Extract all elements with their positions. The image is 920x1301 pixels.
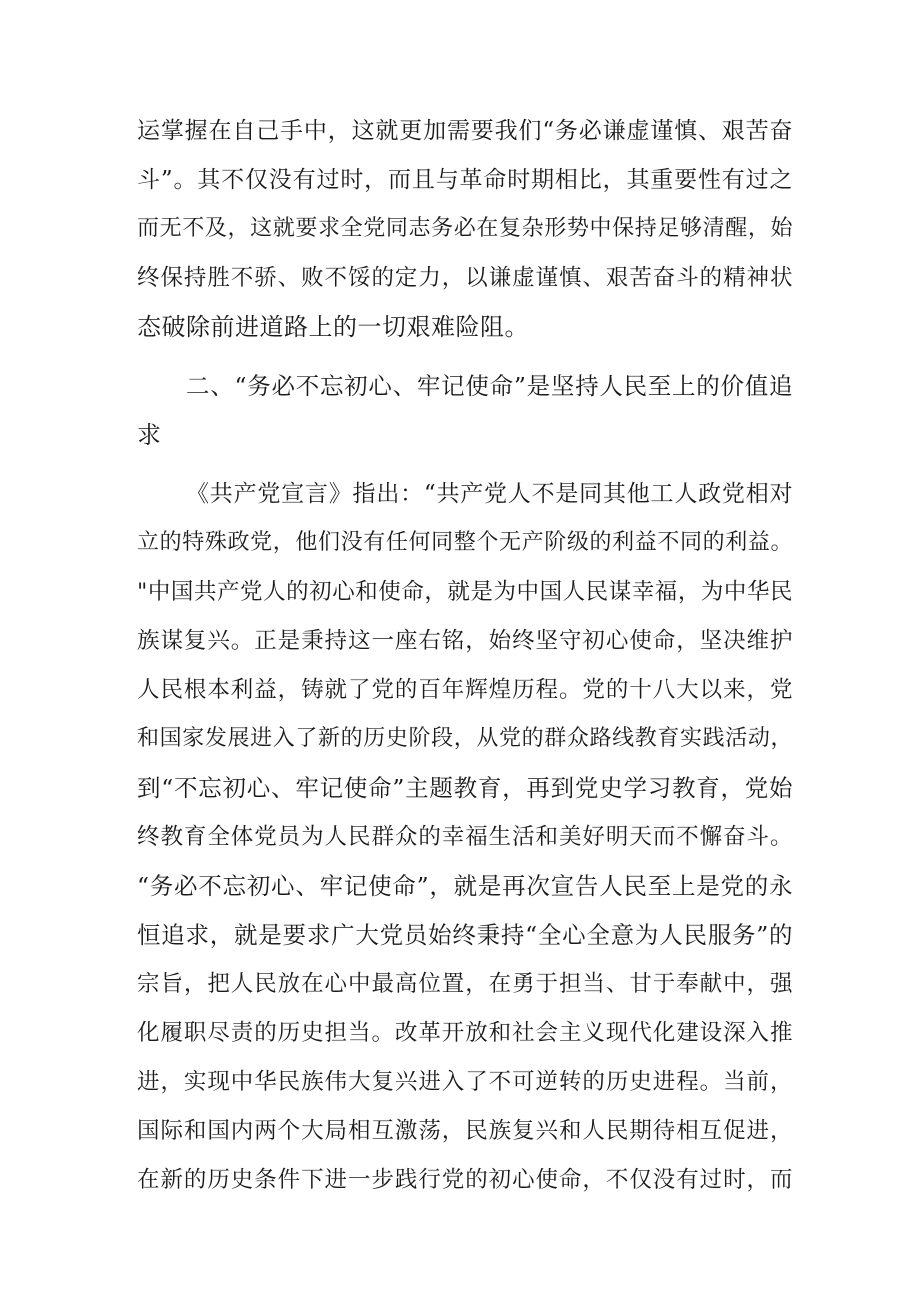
paragraph-line: "中国共产党人的初心和使命，就是为中国人民谋幸福，为中华民 (137, 579, 793, 605)
paragraph-line: 到“不忘初心、牢记使命”主题教育，再到党史学习教育，党始 (137, 774, 793, 802)
paragraph-line: 宗旨，把人民放在心中最高位置，在勇于担当、甘于奉献中，强 (137, 971, 793, 997)
paragraph-line: 而无不及，这就要求全党同志务必在复杂形势中保持足够清醒，始 (137, 216, 793, 241)
paragraph-line: 国际和国内两个大局相互激荡，民族复兴和人民期待相互促进， (137, 1118, 793, 1144)
paragraph-line: 《共产党宣言》指出：“共产党人不是同其他工人政党相对 (186, 481, 793, 507)
paragraph-line: 态破除前进道路上的一切艰难险阻。 (137, 313, 529, 341)
paragraph-line: 在新的历史条件下进一步践行党的初心使命，不仅没有过时，而 (137, 1167, 793, 1193)
paragraph-line: 人民根本利益，铸就了党的百年辉煌历程。党的十八大以来，党 (137, 677, 793, 703)
paragraph-line: 和国家发展进入了新的历史阶段，从党的群众路线教育实践活动， (137, 726, 793, 751)
paragraph-line: “务必不忘初心、牢记使命”，就是再次宣告人民至上是党的永 (137, 872, 793, 900)
section-heading: 二、“务必不忘初心、牢记使命”是坚持人民至上的价值追 (186, 372, 793, 400)
paragraph-line: 化履职尽责的历史担当。改革开放和社会主义现代化建设深入推 (137, 1020, 793, 1046)
section-heading: 求 (137, 421, 162, 449)
paragraph-line: 立的特殊政党，他们没有任何同整个无产阶级的利益不同的利益。 (137, 530, 793, 555)
paragraph-line: 族谋复兴。正是秉持这一座右铭，始终坚守初心使命，坚决维护 (137, 628, 793, 654)
paragraph-line: 进，实现中华民族伟大复兴进入了不可逆转的历史进程。当前， (137, 1069, 793, 1095)
paragraph-line: 终保持胜不骄、败不馁的定力，以谦虚谨慎、艰苦奋斗的精神状 (137, 265, 793, 291)
paragraph-line: 恒追求，就是要求广大党员始终秉持“全心全意为人民服务”的 (137, 921, 793, 949)
paragraph-line: 斗”。其不仅没有过时，而且与革命时期相比，其重要性有过之 (137, 167, 793, 193)
paragraph-line: 运掌握在自己手中，这就更加需要我们“务必谦虚谨慎、艰苦奋 (137, 118, 793, 144)
paragraph-line: 终教育全体党员为人民群众的幸福生活和美好明天而不懈奋斗。 (137, 824, 793, 850)
